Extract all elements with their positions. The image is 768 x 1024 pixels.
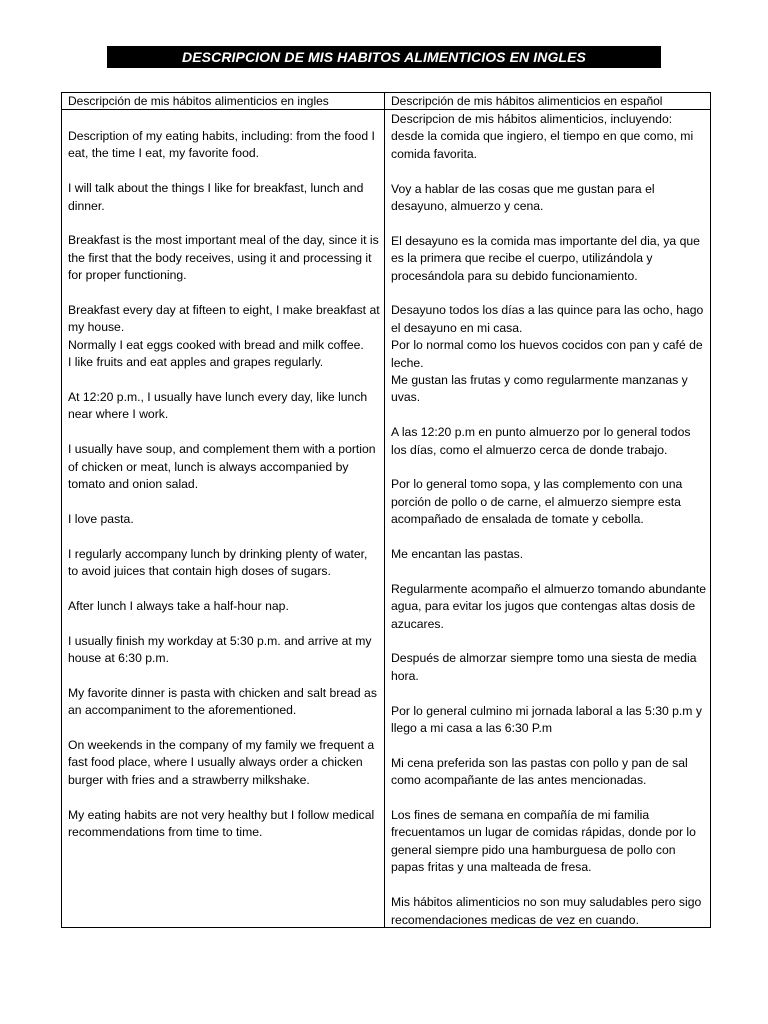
header-divider (62, 109, 710, 110)
spanish-paragraph: Por lo general tomo sopa, y las complemento con una porción de pollo o de carne, el almuerzo siempre esta acompañado de ensalada de tomate y cebolla. (391, 477, 683, 527)
spanish-paragraph: Mis hábitos alimenticios no son muy saludables pero sigo recomendaciones medicas de vez en cuando. (391, 895, 702, 927)
english-paragraph: I regularly accompany lunch by drinking plenty of water, to avoid juices that contain high doses of sugars. (68, 546, 368, 579)
spanish-paragraph: El desayuno es la comida mas importante del dia, ya que es la primera que recibe el cuerpo, utilizándola y procesándola para su debido funcionamiento. (391, 233, 700, 283)
habits-table (61, 92, 711, 928)
english-paragraph: I usually have soup, and complement them with a portion of chicken or meat, lunch is always accompanied by tomato and onion salad. (68, 442, 376, 492)
english-paragraph: Breakfast is the most important meal of the day, since it is the first that the body receives, using it and processing it for proper functioning. (68, 233, 379, 283)
english-paragraph: After lunch I always take a half-hour nap. (68, 598, 289, 613)
spanish-paragraph: Descripcion de mis hábitos alimenticios, incluyendo: desde la comida que ingiero, el tiempo en que como, mi comida favorita. (391, 112, 694, 161)
english-paragraph: Breakfast every day at fifteen to eight, I make breakfast at my house. Normally I eat eggs cooked with bread and milk coffee. I like fruits and eat apples and grapes regularly. (68, 303, 380, 370)
english-column (68, 128, 380, 859)
spanish-column (391, 111, 707, 946)
spanish-paragraph: Desayuno todos los días a las quince para las ocho, hago el desayuno en mi casa. Por lo normal como los huevos cocidos con pan y café de leche. Me gustan las frutas y como regularmente manzanas y uvas. (391, 303, 704, 405)
document-title: DESCRIPCION DE MIS HABITOS ALIMENTICIOS EN INGLES (107, 46, 661, 68)
english-paragraph: My eating habits are not very healthy but I follow medical recommendations from time to time. (68, 807, 375, 840)
english-paragraph: I usually finish my workday at 5:30 p.m. and arrive at my house at 6:30 p.m. (68, 633, 372, 666)
spanish-paragraph: Voy a hablar de las cosas que me gustan para el desayuno, almuerzo y cena. (391, 181, 655, 214)
english-paragraph: Description of my eating habits, including: from the food I eat, the time I eat, my favorite food. (68, 129, 375, 161)
spanish-paragraph: Regularmente acompaño el almuerzo tomando abundante agua, para evitar los jugos que contengas altas dosis de azucares. (391, 581, 707, 631)
spanish-paragraph: Los fines de semana en compañía de mi familia frecuentamos un lugar de comidas rápidas, donde por lo general siempre pido una hamburguesa de pollo con papas fritas y una malteada de fresa. (391, 808, 696, 875)
header-spanish: Descripción de mis hábitos alimenticios en español (391, 94, 663, 108)
header-english: Descripción de mis hábitos alimenticios en ingles (68, 94, 329, 108)
spanish-paragraph: Me encantan las pastas. (391, 547, 524, 562)
spanish-paragraph: Después de almorzar siempre tomo una siesta de media hora. (391, 651, 697, 683)
english-paragraph: My favorite dinner is pasta with chicken and salt bread as an accompaniment to the aforementioned. (68, 685, 377, 718)
spanish-paragraph: Por lo general culmino mi jornada laboral a las 5:30 p.m y llego a mi casa a las 6:30 P.m (391, 703, 702, 736)
column-divider (384, 93, 385, 927)
english-paragraph: I will talk about the things I like for breakfast, lunch and dinner. (68, 181, 364, 213)
spanish-paragraph: Mi cena preferida son las pastas con pollo y pan de sal como acompañante de las antes mencionadas. (391, 755, 688, 788)
english-paragraph: I love pasta. (68, 511, 134, 526)
english-paragraph: On weekends in the company of my family we frequent a fast food place, where I usually always order a chicken burger with fries and a strawberry milkshake. (68, 738, 375, 787)
english-paragraph: At 12:20 p.m., I usually have lunch every day, like lunch near where I work. (68, 390, 368, 422)
spanish-paragraph: A las 12:20 p.m en punto almuerzo por lo general todos los días, como el almuerzo cerca de donde trabajo. (391, 425, 691, 457)
